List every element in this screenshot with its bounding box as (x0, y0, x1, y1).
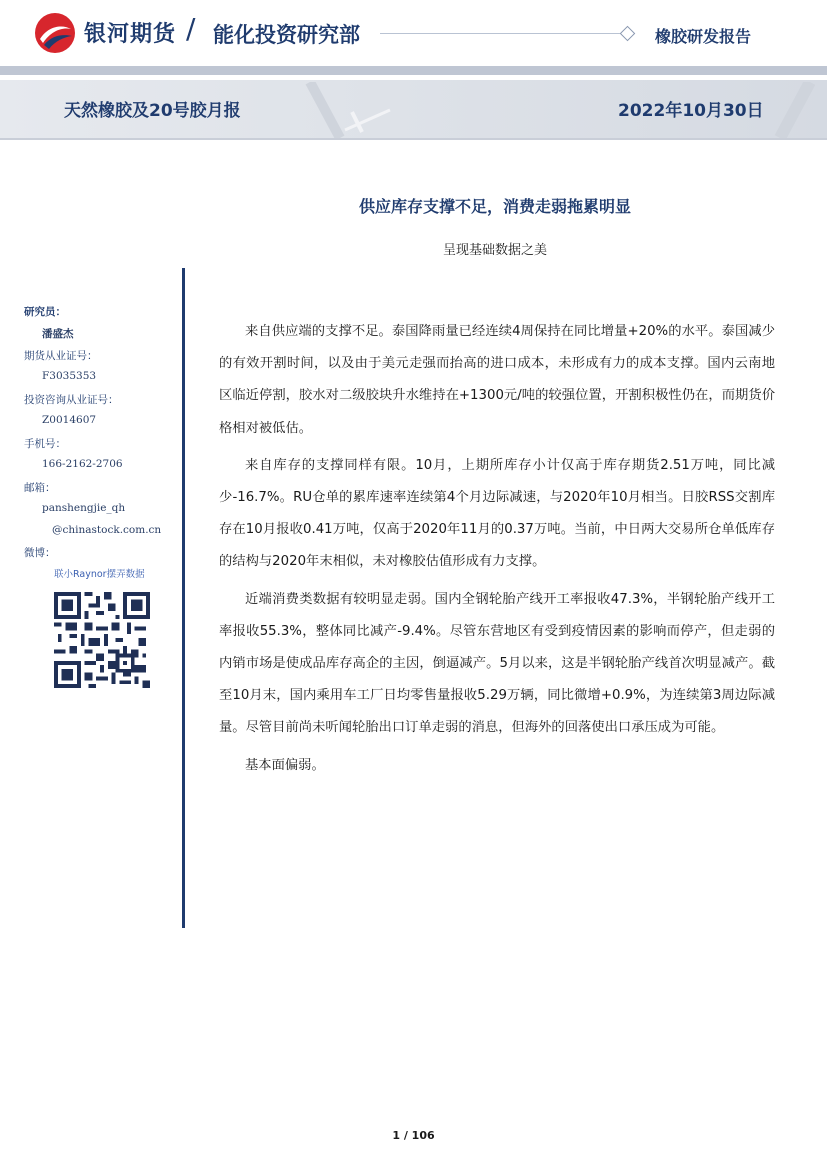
report-type: 橡胶研发报告 (655, 27, 752, 46)
phone-label: 手机号： (24, 438, 66, 450)
report-date: 2022年10月30日 (618, 101, 764, 121)
article-subtitle: 呈现基础数据之美 (442, 243, 547, 258)
weibo-label: 微博： (24, 547, 56, 559)
page-header (0, 0, 827, 66)
phone-number: 166-2162-2706 (42, 458, 123, 470)
title-band-bottom-line (0, 138, 827, 140)
email-line-1[interactable]: panshengjie_qh (42, 502, 126, 514)
band-decoration-icon (300, 82, 440, 138)
futures-cert-label: 期货从业证号： (24, 350, 98, 362)
header-slash: / (186, 12, 196, 45)
advisory-cert-number: Z0014607 (42, 414, 97, 426)
header-divider-line (380, 33, 620, 34)
paragraph-supply: 来自供应端的支撑不足。泰国降雨量已经连续4周保持在同比增量+20%的水平。泰国减少的有效开割时间，以及由于美元走强而抬高的进口成本，未形成有力的成本支撑。国内云南地区临近停割，胶水对二级胶块升水维持在+1300元/吨的较强位置，开割积极性仍在，而期货价格相对被低估。 (219, 324, 775, 436)
report-name: 天然橡胶及20号胶月报 (64, 101, 241, 121)
email-line-2[interactable]: @chinastock.com.cn (52, 524, 162, 536)
sidebar-divider (182, 268, 185, 928)
article-body (219, 316, 775, 782)
header-band-dark (0, 66, 827, 75)
researcher-label: 研究员： (24, 306, 66, 318)
futures-cert-number: F3035353 (42, 370, 97, 382)
qr-code-icon[interactable] (54, 592, 150, 688)
band-decoration-right-icon (760, 82, 827, 138)
email-label: 邮箱： (24, 482, 56, 494)
page-number: 1 / 106 (392, 1129, 435, 1142)
paragraph-consumption: 近端消费类数据有较明显走弱。国内全钢轮胎产线开工率报收47.3%，半钢轮胎产线开工率报收55.3%，整体同比减产-9.4%。尽管东营地区有受到疫情因素的影响而停产，但走弱的内销市场是使成品库存高企的主因，倒逼减产。5月以来，这是半钢轮胎产线首次明显减产。截至10月末，国内乘用车工厂日均零售量报收5.29万辆，同比微增+0.9%，为连续第3周边际减量。尽管目前尚未听闻轮胎出口订单走弱的消息，但海外的回落使出口承压成为可能。 (219, 591, 775, 736)
header-diamond-icon (620, 26, 636, 42)
company-name: 银河期货 (84, 22, 177, 47)
paragraph-inventory: 来自库存的支撑同样有限。10月，上期所库存小计仅高于库存期货2.51万吨，同比减少-16.7%。RU仓单的累库速率连续第4个月边际减速，与2020年10月相当。日胶RSS交割库存在10月报收0.41万吨，仅高于2020年11月的0.37万吨。当前，中日两大交易所仓单低库存的结构与2020年末相似，未对橡胶估值形成有力支撑。 (219, 457, 775, 570)
article-title: 供应库存支撑不足，消费走弱拖累明显 (358, 197, 631, 216)
paragraph-conclusion: 基本面偏弱。 (245, 757, 325, 773)
galaxy-futures-logo-icon (34, 12, 76, 54)
department-name: 能化投资研究部 (213, 23, 360, 47)
wechat-caption: 联小Raynor摆弄数据 (54, 569, 145, 580)
advisory-cert-label: 投资咨询从业证号： (24, 394, 119, 406)
researcher-name: 潘盛杰 (42, 328, 74, 340)
